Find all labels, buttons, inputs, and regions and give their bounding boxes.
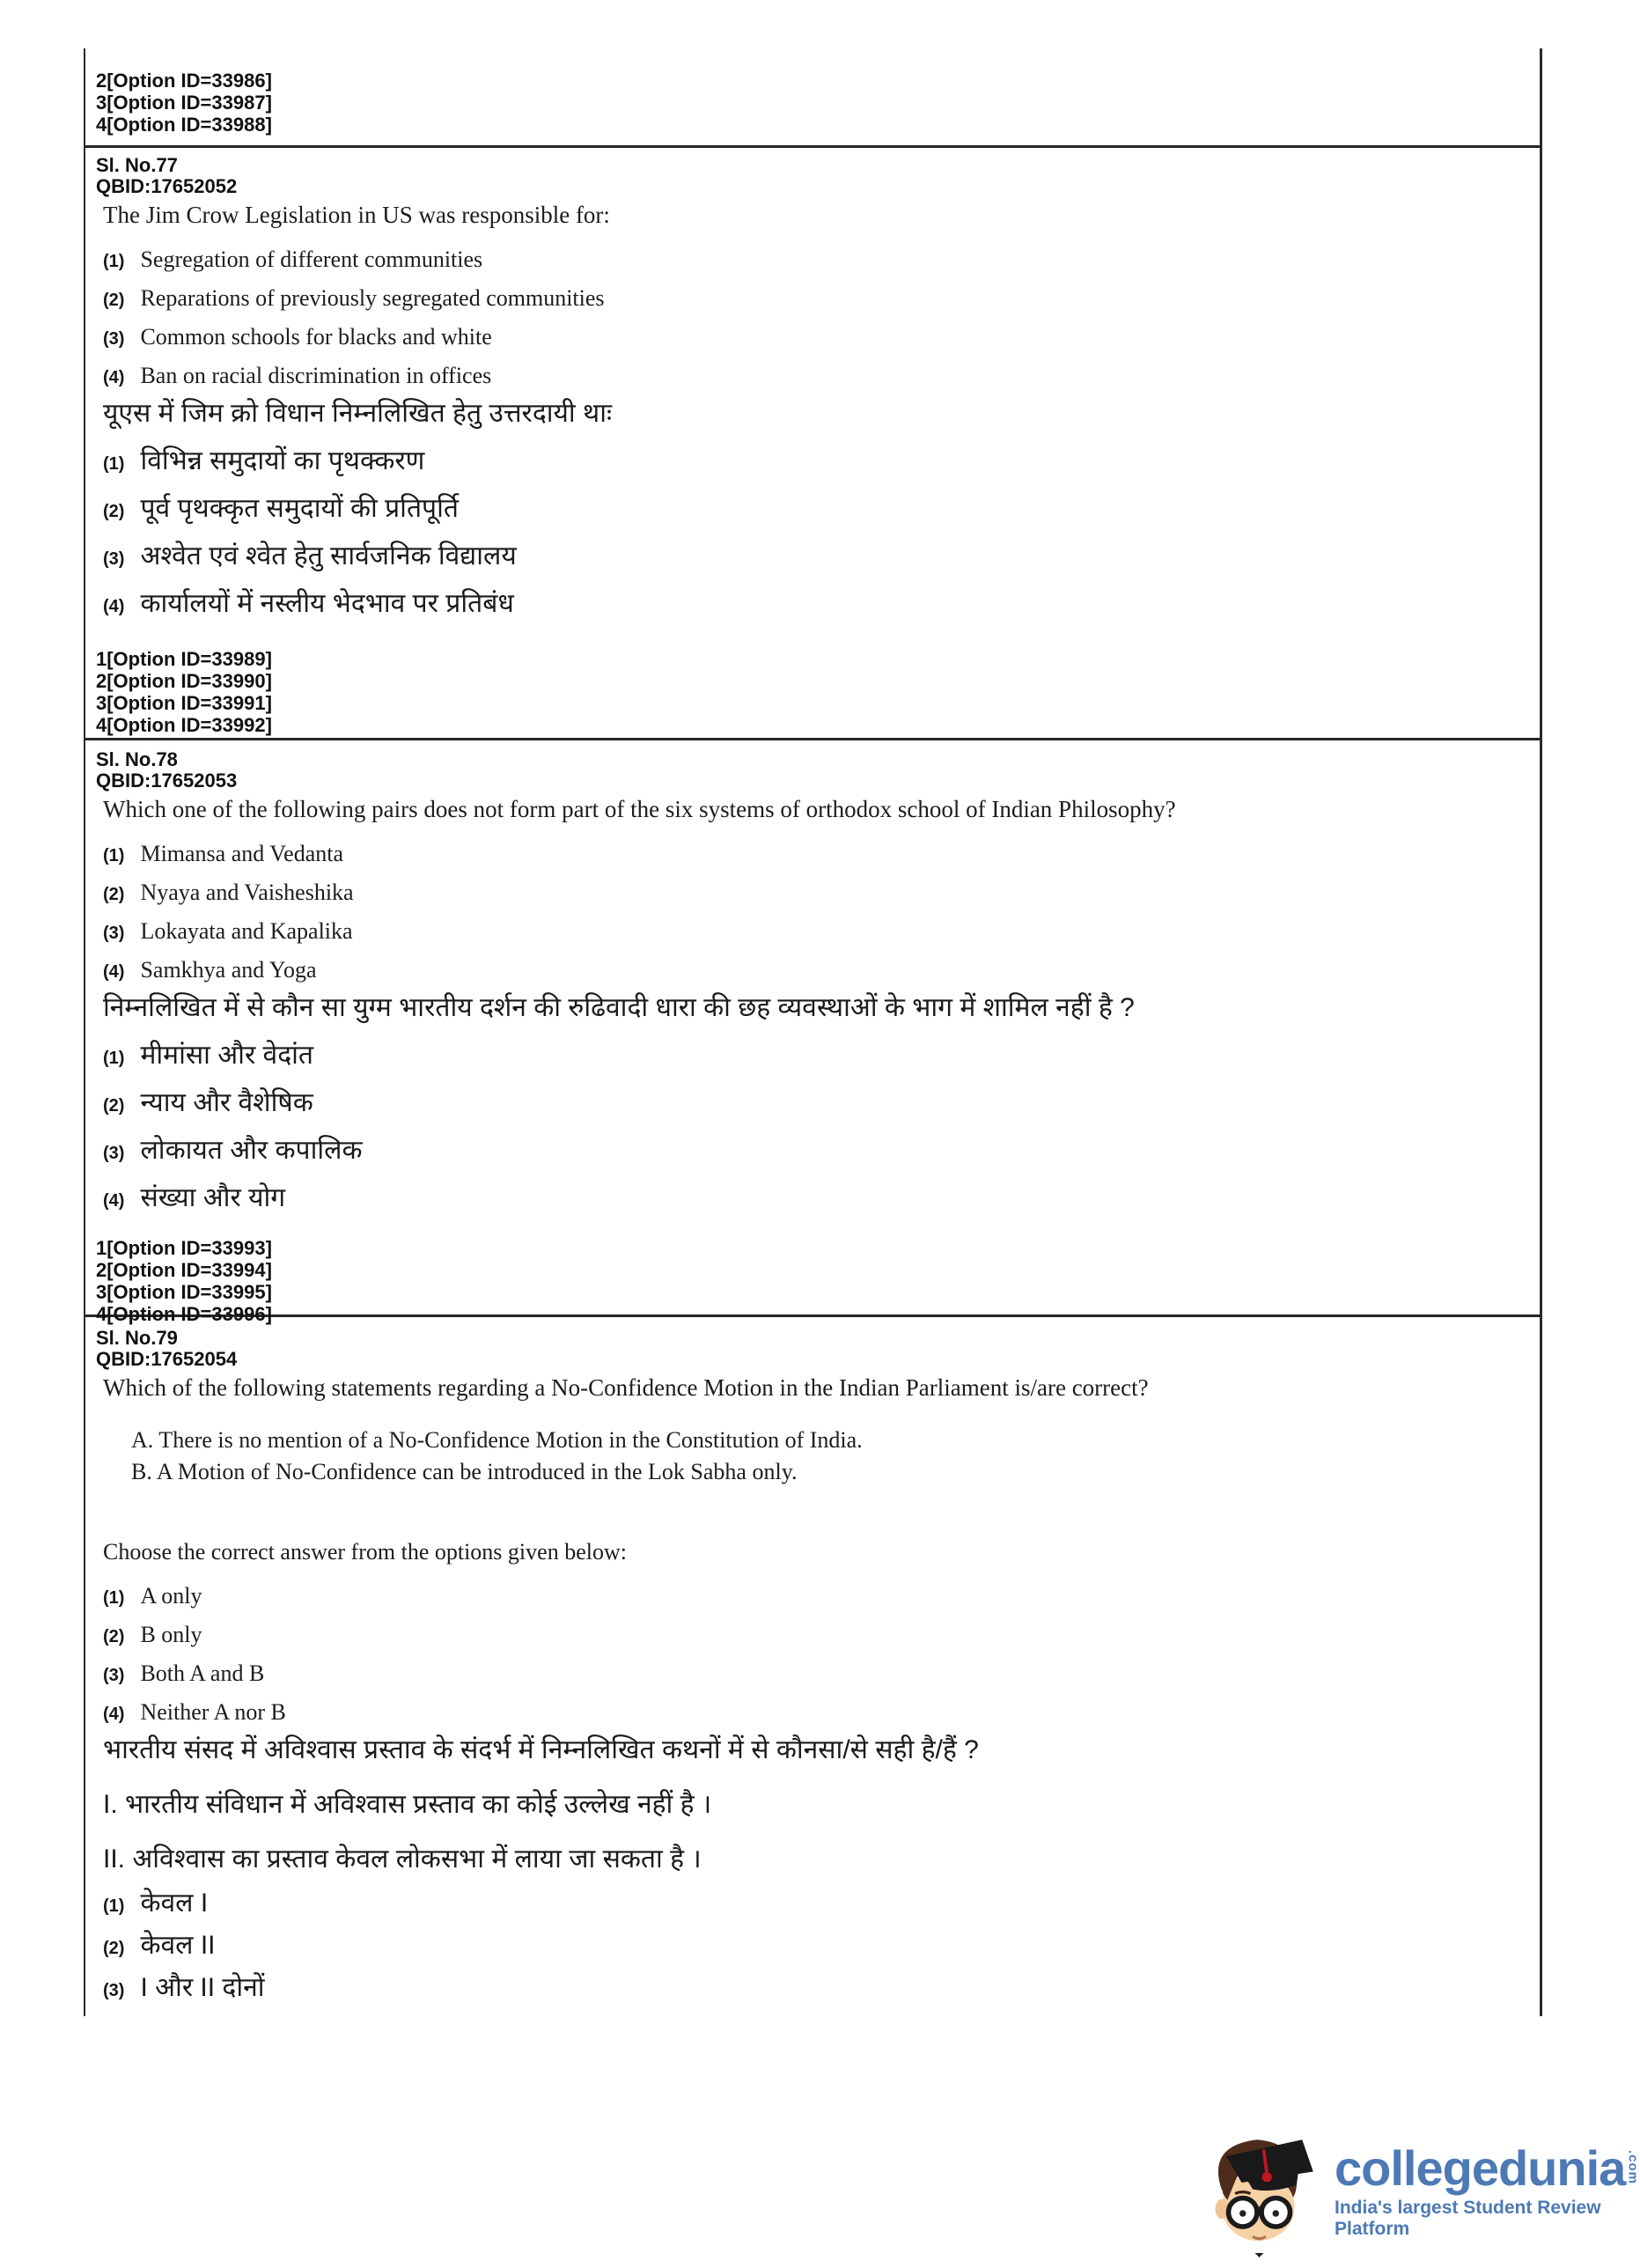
option-id-line: 3[Option ID=33995] xyxy=(96,1281,272,1303)
option-text: Nyaya and Vaisheshika xyxy=(140,880,354,905)
statement-line: B. A Motion of No-Confidence can be introduced in the Lok Sabha only. xyxy=(131,1459,798,1484)
question-sheet xyxy=(84,48,1542,2016)
option-number: (1) xyxy=(103,1896,125,1916)
option-text: संख्या और योग xyxy=(140,1183,286,1212)
option-number: (3) xyxy=(103,549,125,569)
option-row xyxy=(103,1660,1527,1687)
option-id-line: 1[Option ID=33993] xyxy=(96,1237,272,1259)
option-text: Neither A nor B xyxy=(140,1699,286,1725)
option-id-line: 2[Option ID=33986] xyxy=(96,70,272,92)
option-text: पूर्व पृथक्कृत समुदायों की प्रतिपूर्ति xyxy=(140,494,459,523)
option-number: (3) xyxy=(103,329,125,349)
option-number: (4) xyxy=(103,962,125,982)
option-number: (2) xyxy=(103,502,125,521)
option-number: (3) xyxy=(103,924,125,943)
option-id-line: 2[Option ID=33990] xyxy=(96,670,272,692)
collegedunia-logo xyxy=(1195,2120,1640,2263)
statement-line: I. भारतीय संविधान में अविश्वास प्रस्ताव का कोई उल्लेख नहीं है । xyxy=(103,1790,712,1819)
option-number: (4) xyxy=(103,368,125,387)
option-number: (2) xyxy=(103,1627,125,1646)
option-number: (3) xyxy=(103,1666,125,1685)
option-text: अश्वेत एवं श्वेत हेतु सार्वजनिक विद्यालय xyxy=(140,541,517,571)
option-text: Lokayata and Kapalika xyxy=(140,918,353,944)
serial-number: Sl. No.79 xyxy=(96,1327,178,1349)
qbid: QBID:17652054 xyxy=(96,1348,238,1370)
option-number: (2) xyxy=(103,1096,125,1116)
option-number: (1) xyxy=(103,252,125,271)
option-number: (4) xyxy=(103,597,125,616)
option-text: लोकायत और कपालिक xyxy=(140,1136,363,1165)
option-text: न्याय और वैशेषिक xyxy=(140,1088,313,1117)
option-row xyxy=(103,1583,1527,1609)
option-number: (1) xyxy=(103,846,125,865)
option-row xyxy=(103,957,1527,983)
option-text: कार्यालयों में नस्लीय भेदभाव पर प्रतिबंध xyxy=(140,589,514,618)
option-text: Samkhya and Yoga xyxy=(140,957,317,983)
option-text: Both A and B xyxy=(140,1660,265,1686)
question-77-section xyxy=(85,145,1540,738)
option-id-line: 2[Option ID=33994] xyxy=(96,1259,272,1281)
question-78-section xyxy=(85,738,1540,1325)
option-row xyxy=(103,1970,1527,2006)
option-text: B only xyxy=(140,1622,202,1647)
question-text-hi: यूएस में जिम क्रो विधान निम्नलिखित हेतु उत्तरदायी थाः xyxy=(103,399,613,428)
previous-question-option-ids xyxy=(85,48,1540,145)
option-number: (1) xyxy=(103,1588,125,1608)
option-number: (1) xyxy=(103,454,125,474)
option-row xyxy=(103,1699,1527,1726)
option-text: Common schools for blacks and white xyxy=(140,324,492,350)
option-row xyxy=(103,539,1527,574)
choose-instruction: Choose the correct answer from the options given below: xyxy=(103,1539,627,1565)
question-text-en: Which one of the following pairs does not form part of the six systems of orthodox school of Indian Philosophy? xyxy=(103,796,1176,822)
serial-number: Sl. No.77 xyxy=(96,154,178,176)
option-row xyxy=(103,1928,1527,1963)
option-row xyxy=(103,247,1527,273)
option-id-line: 4[Option ID=33992] xyxy=(96,714,272,736)
option-text: Mimansa and Vedanta xyxy=(140,841,344,866)
option-number: (2) xyxy=(103,885,125,904)
option-number: (2) xyxy=(103,1939,125,1958)
option-text: Ban on racial discrimination in offices xyxy=(140,363,492,388)
option-text: I और II दोनों xyxy=(140,1973,265,2002)
option-number: (3) xyxy=(103,1981,125,2000)
option-row xyxy=(103,841,1527,867)
option-row xyxy=(103,324,1527,350)
option-text: मीमांसा और वेदांत xyxy=(140,1041,314,1070)
option-row xyxy=(103,1622,1527,1648)
option-id-line: 4[Option ID=33988] xyxy=(96,114,272,136)
option-row xyxy=(103,1038,1527,1073)
option-text: केवल II xyxy=(140,1931,216,1960)
collegedunia-mascot-icon xyxy=(1195,2122,1327,2261)
option-number: (3) xyxy=(103,1144,125,1163)
option-text: A only xyxy=(140,1583,202,1609)
option-row xyxy=(103,1886,1527,1921)
option-row xyxy=(103,1133,1527,1168)
option-id-line: 3[Option ID=33991] xyxy=(96,692,272,714)
brand-tagline: India's largest Student Review Platform xyxy=(1335,2198,1601,2239)
option-row xyxy=(103,586,1527,622)
option-number: (2) xyxy=(103,291,125,310)
option-number: (1) xyxy=(103,1049,125,1068)
option-text: Segregation of different communities xyxy=(140,247,483,272)
option-text: Reparations of previously segregated communities xyxy=(140,285,605,311)
option-number: (4) xyxy=(103,1705,125,1724)
option-row xyxy=(103,880,1527,906)
option-text: केवल I xyxy=(140,1889,209,1918)
option-id-line: 3[Option ID=33987] xyxy=(96,92,272,114)
question-text-en: The Jim Crow Legislation in US was responsible for: xyxy=(103,202,610,228)
option-id-line: 4[Option ID=33996] xyxy=(96,1303,272,1325)
qbid: QBID:17652053 xyxy=(96,770,238,792)
serial-number: Sl. No.78 xyxy=(96,748,178,770)
option-id-line: 1[Option ID=33989] xyxy=(96,648,272,670)
question-text-hi: निम्नलिखित में से कौन सा युग्म भारतीय दर्शन की रुढिवादी धारा की छह व्यवस्थाओं के भाग में शामिल नहीं है ? xyxy=(103,993,1135,1022)
option-row xyxy=(103,444,1527,479)
option-row xyxy=(103,363,1527,389)
option-row xyxy=(103,918,1527,945)
option-row xyxy=(103,1181,1527,1216)
option-text: विभिन्न समुदायों का पृथक्करण xyxy=(140,446,425,475)
question-text-en: Which of the following statements regarding a No-Confidence Motion in the Indian Parliament is/are correct? xyxy=(103,1374,1149,1401)
statement-line: II. अविश्वास का प्रस्ताव केवल लोकसभा में लाया जा सकता है । xyxy=(103,1845,702,1874)
option-row xyxy=(103,285,1527,312)
option-number: (4) xyxy=(103,1191,125,1211)
brand-wordmark: collegedunia xyxy=(1335,2140,1626,2196)
qbid: QBID:17652052 xyxy=(96,175,238,197)
option-row xyxy=(103,491,1527,526)
statement-line: A. There is no mention of a No-Confidence Motion in the Constitution of India. xyxy=(131,1427,863,1453)
option-row xyxy=(103,1086,1527,1121)
brand-tld: .com xyxy=(1625,2150,1640,2185)
question-text-hi: भारतीय संसद में अविश्वास प्रस्ताव के संदर्भ में निम्नलिखित कथनों में से कौनसा/से सही है/हैं ? xyxy=(103,1735,979,1764)
question-79-section xyxy=(85,1314,1540,2016)
